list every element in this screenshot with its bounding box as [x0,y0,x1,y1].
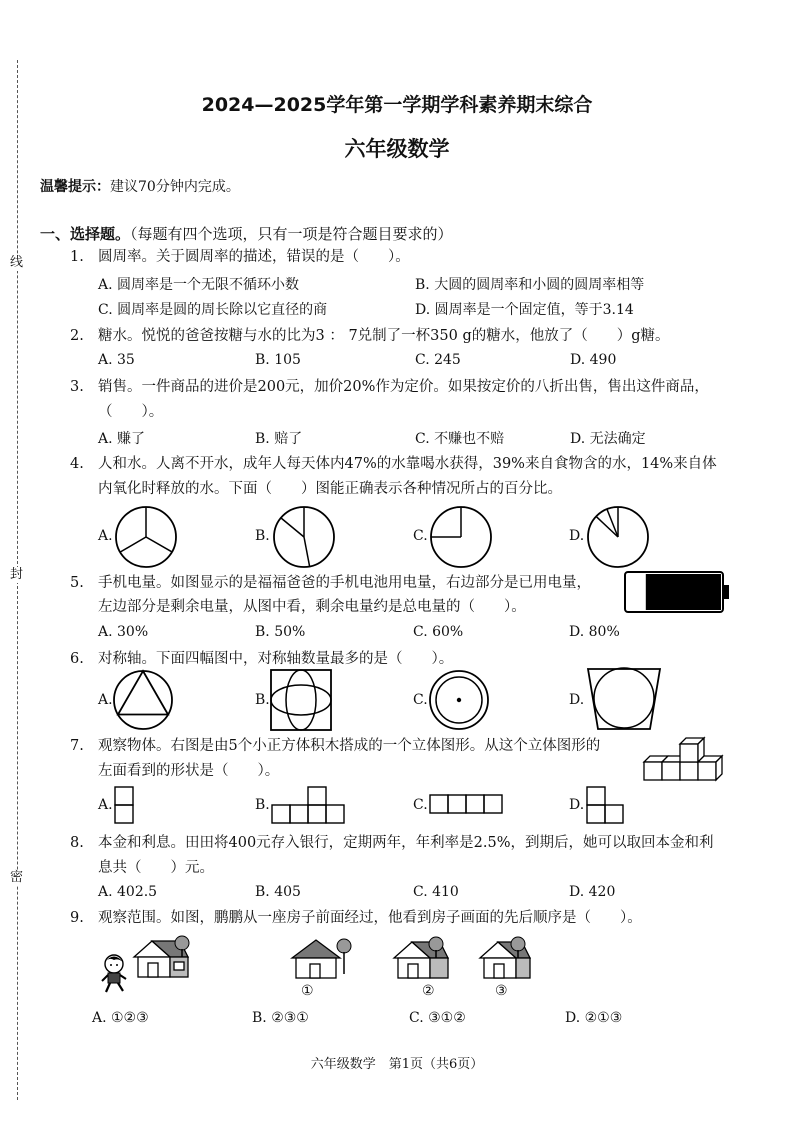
question-1 [70,246,410,268]
house-figure-1 [290,936,350,982]
q6-option-a: A. [98,692,113,708]
house-label-1: ① [301,983,314,999]
q9-option-c: C. ③①② [409,1010,466,1026]
question-text: 观察物体。右图是由5个小正方体积木搭成的一个立体图形。从这个立体图形的 [98,738,601,754]
question-text: 对称轴。下面四幅图中，对称轴数量最多的是（ ）。 [98,651,454,667]
q8-option-a: A. 402.5 [98,884,158,900]
question-8-cont: 息共（ ）元。 [98,860,214,876]
pie-chart-c [429,505,493,569]
pie-slice-divider [146,537,172,552]
q7-option-b: B. [255,797,270,813]
q2-option-b: B. 105 [255,352,301,368]
question-3-cont: （ ）。 [98,404,164,420]
section-title: 一、选择题。 [40,225,131,243]
question-7-cont: 左面看到的形状是（ ）。 [98,763,280,779]
q7-option-d: D. [569,797,585,813]
question-3 [70,376,709,398]
house-figure-main [132,935,192,981]
square-ellipses-figure [270,669,332,731]
exam-title: 2024—2025学年第一学期学科素养期末综合 [201,94,593,116]
q6-option-d: D. [569,692,585,708]
question-text: 圆周率。关于圆周率的描述，错误的是（ ）。 [98,249,410,265]
q1-option-a: A. 圆周率是一个无限不循环小数 [98,277,300,293]
q2-option-a: A. 35 [98,352,135,368]
view-c-figure [429,794,505,818]
margin-label-feng: 封 [10,567,24,582]
question-number: 2. [70,328,84,344]
page-footer: 六年级数学 第1页（共6页） [310,1057,484,1072]
question-5 [70,572,591,594]
q9-option-b: B. ②③① [252,1010,309,1026]
exam-subtitle: 六年级数学 [344,137,450,161]
q4-option-a: A. [98,528,113,544]
circle-triangle-figure [112,669,174,731]
section-note: （每题有四个选项，只有一项是符合题目要求的） [130,225,453,243]
pie-chart-d [586,505,650,569]
pie-chart-b [272,505,336,569]
q5-option-b: B. 50% [255,624,306,640]
question-text: 销售。一件商品的进价是200元，加价20%作为定价。如果按定价的八折出售，售出这件商品， [98,379,709,395]
question-9 [70,907,642,929]
question-number: 9. [70,910,84,926]
q4-option-b: B. [255,528,270,544]
q9-option-d: D. ②①③ [565,1010,623,1026]
tip-text: 建议70分钟内完成。 [110,179,240,195]
question-2 [70,325,670,347]
section-heading [40,223,453,244]
question-number: 3. [70,379,84,395]
question-text: 糖水。悦悦的爸爸按糖与水的比为3 ： 7兑制了一杯350 g的糖水，他放了（ ）g糖。 [98,328,670,344]
q3-option-a: A. 赚了 [98,431,146,447]
margin-label-xian: 线 [10,255,24,270]
q6-option-b: B. [255,692,270,708]
pie-chart-a [114,505,178,569]
q3-option-b: B. 赔了 [255,431,303,447]
q8-option-b: B. 405 [255,884,301,900]
pie-slice-divider [304,537,310,566]
question-7 [70,735,600,757]
question-text: 本金和利息。田田将400元存入银行，定期两年，年利率是2.5%，到期后，她可以取回本金和利 [98,835,714,851]
pie-slice-divider [120,537,146,552]
q4-option-c: C. [413,528,428,544]
q6-option-c: C. [413,692,428,708]
question-4-cont: 内氧化时释放的水。下面（ ）图能正确表示各种情况所占的百分比。 [98,481,562,497]
house-figure-2 [392,936,452,982]
question-text: 观察范围。如图，鹏鹏从一座房子前面经过，他看到房子画面的先后顺序是（ ）。 [98,910,642,926]
cube-stack-figure [644,736,734,782]
q8-option-d: D. 420 [569,884,616,900]
trapezoid-circle-figure [586,667,662,731]
margin-label-mi: 密 [10,870,24,885]
question-text: 手机电量。如图显示的是福福爸爸的手机电池用电量，右边部分是已用电量， [98,575,591,591]
pie-slice-divider [281,518,304,537]
house-label-2: ② [422,983,435,999]
q9-option-a: A. ①②③ [92,1010,149,1026]
battery-icon [624,571,734,615]
q5-option-c: C. 60% [413,624,464,640]
question-number: 5. [70,575,84,591]
boy-figure [98,953,130,995]
question-number: 8. [70,835,84,851]
question-number: 1. [70,249,84,265]
q3-option-c: C. 不赚也不赔 [415,431,505,447]
tip [40,176,240,196]
q7-option-a: A. [98,797,113,813]
question-5-cont: 左边部分是剩余电量，从图中看，剩余电量约是总电量的（ ）。 [98,599,526,615]
q8-option-c: C. 410 [413,884,459,900]
q5-option-a: A. 30% [98,624,149,640]
house-label-3: ③ [495,983,508,999]
question-6 [70,648,453,670]
view-b-figure [271,786,355,826]
tip-label: 温馨提示： [40,179,110,195]
q4-option-d: D. [569,528,585,544]
view-a-figure [114,786,136,826]
q2-option-c: C. 245 [415,352,461,368]
q3-option-d: D. 无法确定 [570,431,646,447]
q7-option-c: C. [413,797,428,813]
question-number: 4. [70,456,84,472]
q5-option-d: D. 80% [569,624,620,640]
question-number: 6. [70,651,84,667]
q1-option-b: B. 大圆的圆周率和小圆的圆周率相等 [415,277,645,293]
question-number: 7. [70,738,84,754]
question-text: 人和水。人离不开水，成年人每天体内47%的水靠喝水获得，39%来自食物含的水，14%来自体 [98,456,717,472]
q1-option-d: D. 圆周率是一个固定值，等于3.14 [415,302,634,318]
concentric-circles-figure [428,669,490,731]
view-d-figure [586,786,626,826]
q2-option-d: D. 490 [570,352,617,368]
q1-option-c: C. 圆周率是圆的周长除以它直径的商 [98,302,328,318]
question-4 [70,453,717,475]
house-figure-3 [478,936,538,982]
question-8 [70,832,714,854]
